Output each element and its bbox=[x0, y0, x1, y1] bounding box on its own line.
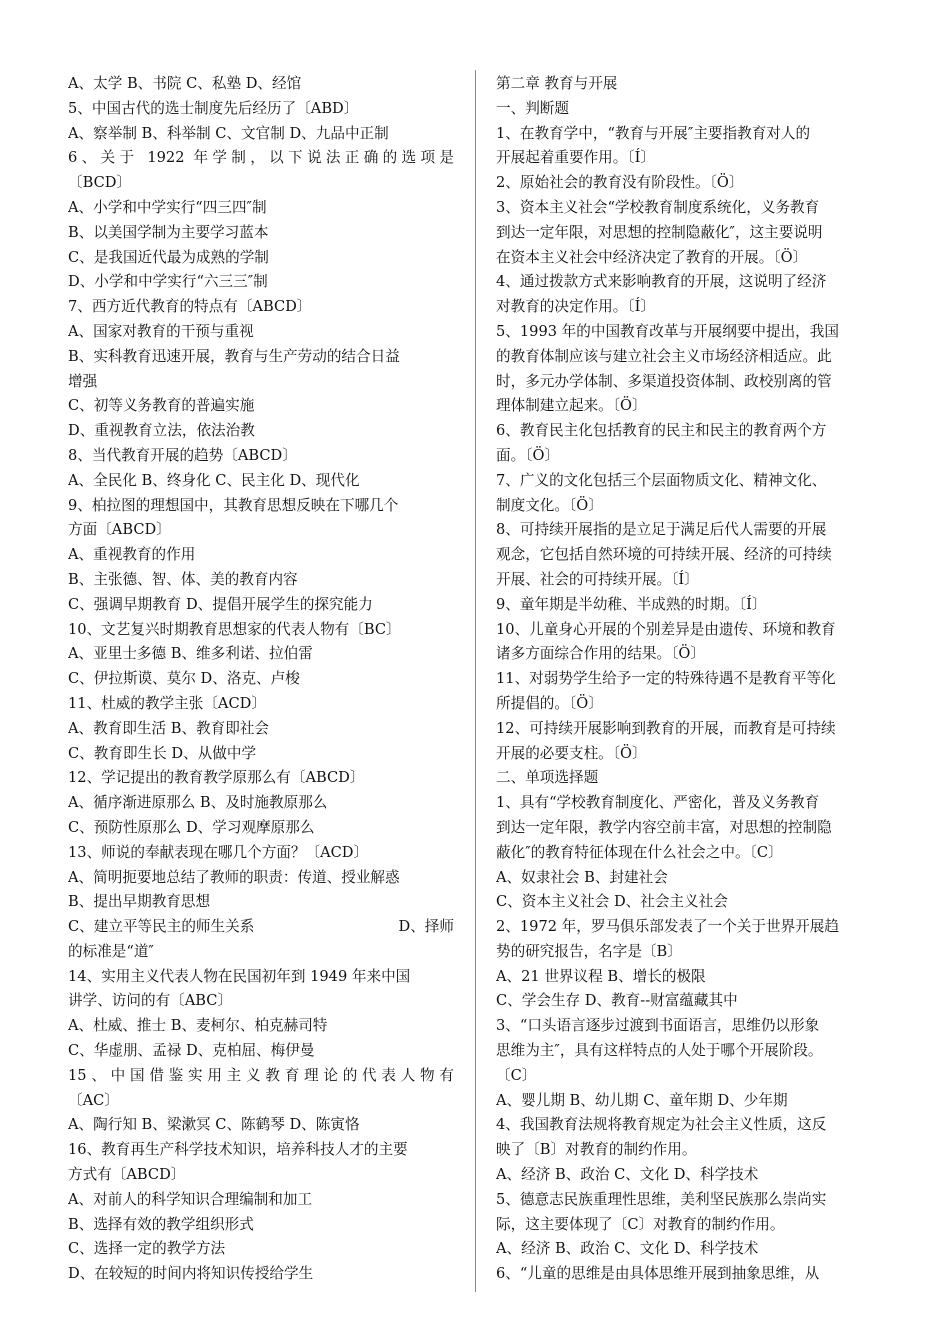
text-line: A、陶行知 B、梁漱冥 C、陈鹤琴 D、陈寅恪 bbox=[68, 1116, 360, 1134]
text-line: 4、通过拨款方式来影响教育的开展，这说明了经济 bbox=[496, 273, 827, 291]
text-line bbox=[68, 915, 454, 940]
text-line: 讲学、访问的有〔ABC〕 bbox=[68, 992, 233, 1010]
text-segment: D、择师 bbox=[398, 918, 454, 936]
text-line: C、资本主义社会 D、社会主义社会 bbox=[496, 893, 728, 911]
text-line: B、实科教育迅速开展，教育与生产劳动的结合日益 bbox=[68, 347, 400, 365]
text-line: 14、实用主义代表人物在民国初年到 1949 年来中国 bbox=[68, 967, 411, 985]
text-line: B、以美国学制为主要学习蓝本 bbox=[68, 223, 269, 241]
text-line: B、提出早期教育思想 bbox=[68, 893, 211, 911]
text-line: 10、文艺复兴时期教育思想家的代表人物有〔BC〕 bbox=[68, 620, 401, 638]
text-line: 势的研究报告，名字是〔B〕 bbox=[496, 942, 682, 960]
text-line: 到达一定年限，对思想的控制隐蔽化″，这主要说明 bbox=[496, 223, 823, 241]
text-line: 6、关于 1922 年学制，以下说法正确的选项是 bbox=[68, 149, 454, 167]
text-line: 在资本主义社会中经济决定了教育的开展。〔Ö〕 bbox=[496, 248, 808, 266]
text-line: 7、西方近代教育的特点有〔ABCD〕 bbox=[68, 298, 312, 316]
text-line: A、经济 B、政治 C、文化 D、科学技术 bbox=[496, 1240, 759, 1258]
text-line: C、是我国近代最为成熟的学制 bbox=[68, 248, 269, 266]
left-column bbox=[68, 72, 454, 1287]
text-line: C、强调早期教育 D、提倡开展学生的探究能力 bbox=[68, 595, 373, 613]
text-line: 6、“儿童的思维是由具体思维开展到抽象思维，从 bbox=[496, 1265, 820, 1283]
text-line: D、小学和中学实行“六三三″制 bbox=[68, 273, 268, 291]
text-line: 3、“口头语言逐步过渡到书面语言，思维仍以形象 bbox=[496, 1017, 820, 1035]
text-line: 一、判断题 bbox=[496, 99, 569, 117]
column-divider bbox=[475, 70, 476, 1292]
text-line: 际，这主要体现了〔C〕对教育的制约作用。 bbox=[496, 1215, 785, 1233]
text-line: 理体制建立起来。〔Ö〕 bbox=[496, 397, 647, 415]
text-line: A、太学 B、书院 C、私塾 D、经馆 bbox=[68, 75, 302, 92]
text-line: 的标准是“道″ bbox=[68, 942, 154, 960]
text-line: A、小学和中学实行“四三四″制 bbox=[68, 198, 267, 216]
text-line: A、亚里士多德 B、维多利诺、拉伯雷 bbox=[68, 645, 313, 663]
text-line: 〔AC〕 bbox=[68, 1091, 119, 1109]
text-line: 诸多方面综合作用的结果。〔Ö〕 bbox=[496, 645, 705, 663]
text-line: 方式有〔ABCD〕 bbox=[68, 1166, 186, 1184]
text-line: A、简明扼要地总结了教师的职责：传道、授业解惑 bbox=[68, 868, 400, 886]
text-line: 观念，它包括自然环境的可持续开展、经济的可持续 bbox=[496, 546, 832, 564]
text-line: 〔BCD〕 bbox=[68, 174, 132, 192]
text-line: 1、在教育学中，“教育与开展″主要指教育对人的 bbox=[496, 124, 811, 142]
text-line: 2、原始社会的教育没有阶段性。〔Ö〕 bbox=[496, 174, 744, 192]
text-line: 5、1993 年的中国教育改革与开展纲要中提出，我国 bbox=[496, 322, 839, 340]
text-line: 16、教育再生产科学技术知识，培养科技人才的主要 bbox=[68, 1141, 408, 1159]
text-line: 11、杜威的教学主张〔ACD〕 bbox=[68, 694, 266, 712]
text-line: A、察举制 B、科举制 C、文官制 D、九品中正制 bbox=[68, 124, 389, 142]
text-line: D、在较短的时间内将知识传授给学生 bbox=[68, 1265, 314, 1283]
text-line: C、伊拉斯谟、莫尔 D、洛克、卢梭 bbox=[68, 670, 300, 688]
text-line: 8、当代教育开展的趋势〔ABCD〕 bbox=[68, 446, 297, 464]
text-line: 5、德意志民族重理性思维，美利坚民族那么崇尚实 bbox=[496, 1190, 827, 1208]
text-line: 时，多元办学体制、多渠道投资体制、政校别离的管 bbox=[496, 372, 832, 390]
text-line: A、杜威、推士 B、麦柯尔、柏克赫司特 bbox=[68, 1017, 328, 1035]
text-line: 所提倡的。〔Ö〕 bbox=[496, 694, 603, 712]
text-line: D、重视教育立法，依法治教 bbox=[68, 422, 255, 440]
text-line: A、对前人的科学知识合理编制和加工 bbox=[68, 1190, 313, 1208]
text-line: 开展、社会的可持续开展。〔Í〕 bbox=[496, 570, 699, 588]
text-line: C、选择一定的教学方法 bbox=[68, 1240, 226, 1258]
text-line: 二、单项选择题 bbox=[496, 769, 599, 787]
text-line: 6、教育民主化包括教育的民主和民主的教育两个方 bbox=[496, 422, 827, 440]
text-line: 3、资本主义社会“学校教育制度系统化，义务教育 bbox=[496, 198, 820, 216]
text-line: 开展起着重要作用。〔Í〕 bbox=[496, 149, 655, 167]
text-line: 13、师说的奉献表现在哪几个方面？〔ACD〕 bbox=[68, 843, 369, 861]
text-line: C、初等义务教育的普遍实施 bbox=[68, 397, 255, 415]
text-line: 12、学记提出的教育教学原那么有〔ABCD〕 bbox=[68, 769, 365, 787]
text-line: C、预防性原那么 D、学习观摩原那么 bbox=[68, 818, 315, 836]
text-line: A、全民化 B、终身化 C、民主化 D、现代化 bbox=[68, 471, 360, 489]
text-segment: C、建立平等民主的师生关系 bbox=[68, 918, 255, 936]
text-line: 15、中国借鉴实用主义教育理论的代表人物有 bbox=[68, 1066, 454, 1084]
text-line: A、21 世界议程 B、增长的极限 bbox=[496, 967, 706, 985]
text-line: C、学会生存 D、教育--财富蕴藏其中 bbox=[496, 992, 738, 1010]
text-line: 〔C〕 bbox=[496, 1066, 537, 1084]
text-line: 映了〔B〕对教育的制约作用。 bbox=[496, 1141, 697, 1159]
text-line: 增强 bbox=[68, 372, 98, 390]
text-line: 11、对弱势学生给予一定的特殊待遇不是教育平等化 bbox=[496, 670, 836, 688]
text-line: 的教育体制应该与建立社会主义市场经济相适应。此 bbox=[496, 347, 832, 365]
text-line: 10、儿童身心开展的个别差异是由遗传、环境和教育 bbox=[496, 620, 836, 638]
text-line: 到达一定年限，教学内容空前丰富，对思想的控制隐 bbox=[496, 818, 832, 836]
text-line: 面。〔Ö〕 bbox=[496, 446, 560, 464]
text-line: A、奴隶社会 B、封建社会 bbox=[496, 868, 668, 886]
text-line: 制度文化。〔Ö〕 bbox=[496, 496, 603, 514]
text-line: 9、柏拉图的理想国中，其教育思想反映在下哪几个 bbox=[68, 496, 399, 514]
text-line: 2、1972 年，罗马俱乐部发表了一个关于世界开展趋 bbox=[496, 918, 839, 936]
text-line: 开展的必要支柱。〔Ö〕 bbox=[496, 744, 647, 762]
text-line: B、选择有效的教学组织形式 bbox=[68, 1215, 254, 1233]
text-line: A、循序渐进原那么 B、及时施教原那么 bbox=[68, 794, 328, 812]
text-line: 7、广义的文化包括三个层面物质文化、精神文化、 bbox=[496, 471, 827, 489]
text-line: 4、我国教育法规将教育规定为社会主义性质，这反 bbox=[496, 1116, 827, 1134]
text-line: C、华虚朋、孟禄 D、克柏屈、梅伊曼 bbox=[68, 1042, 315, 1060]
text-line: 对教育的决定作用。〔Í〕 bbox=[496, 298, 655, 316]
text-line: A、教育即生活 B、教育即社会 bbox=[68, 719, 270, 737]
text-line: 思维为主″，具有这样特点的人处于哪个开展阶段。 bbox=[496, 1042, 823, 1060]
text-line: A、国家对教育的干预与重视 bbox=[68, 322, 254, 340]
text-line: 蔽化″的教育特征体现在什么社会之中。〔C〕 bbox=[496, 843, 783, 861]
text-line: 8、可持续开展指的是立足于满足后代人需要的开展 bbox=[496, 521, 827, 539]
text-line: A、重视教育的作用 bbox=[68, 546, 196, 564]
text-line: 第二章 教育与开展 bbox=[496, 75, 618, 92]
text-line: B、主张德、智、体、美的教育内容 bbox=[68, 570, 298, 588]
text-line: A、经济 B、政治 C、文化 D、科学技术 bbox=[496, 1166, 759, 1184]
text-line: C、教育即生长 D、从做中学 bbox=[68, 744, 257, 762]
text-line: 5、中国古代的选士制度先后经历了〔ABD〕 bbox=[68, 99, 359, 117]
right-column bbox=[496, 72, 884, 1287]
text-line: A、婴儿期 B、幼儿期 C、童年期 D、少年期 bbox=[496, 1091, 788, 1109]
text-line: 12、可持续开展影响到教育的开展，而教育是可持续 bbox=[496, 719, 836, 737]
text-line: 9、童年期是半幼稚、半成熟的时期。〔Í〕 bbox=[496, 595, 767, 613]
text-line: 1、具有“学校教育制度化、严密化，普及义务教育 bbox=[496, 794, 820, 812]
text-line: 方面〔ABCD〕 bbox=[68, 521, 171, 539]
